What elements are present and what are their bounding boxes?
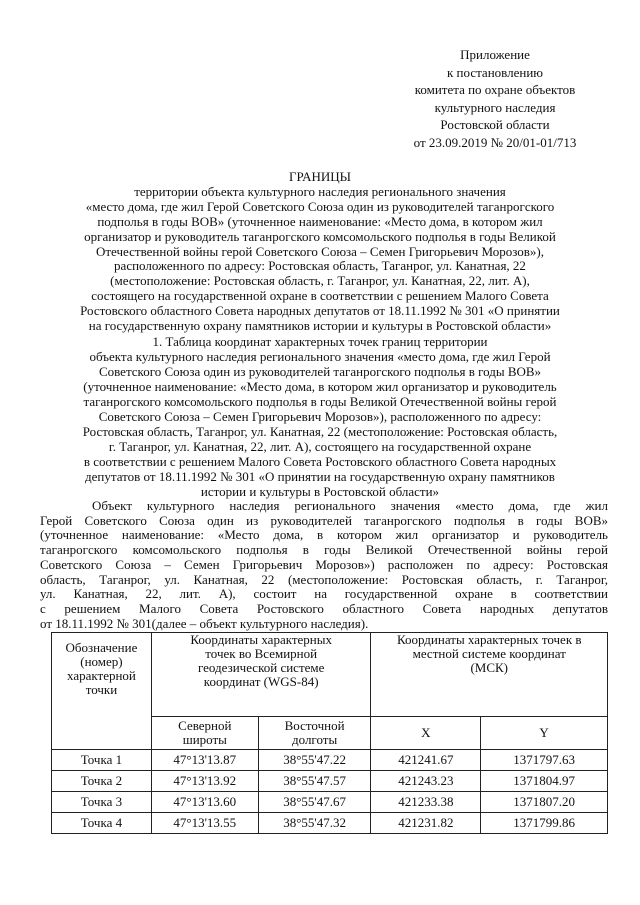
document-title-block xyxy=(40,170,600,334)
table-header-row xyxy=(52,633,608,717)
subheader-y: Y xyxy=(481,717,608,750)
cell-point: Точка 4 xyxy=(52,813,152,834)
paragraph-line: ул. Канатная, 22, лит. А), состоит на государственной охране в соответствии xyxy=(40,586,608,602)
paragraph-line: с решением Малого Совета Ростовского областного Совета народных депутатов xyxy=(40,600,608,616)
document-heading: ГРАНИЦЫ xyxy=(289,169,351,184)
section-line: (уточненное наименование: «Место дома, в котором жил организатор и руководитель xyxy=(83,379,557,394)
title-line: организатор и руководитель таганрогского комсомольского подполья в годы Великой xyxy=(84,228,556,244)
header-wgs84-coordinates: Координаты характерных точек во Всемирной геодезической системе координат (WGS-84) xyxy=(151,633,371,717)
appendix-line: Приложение xyxy=(460,47,530,62)
section-line: 1. Таблица координат характерных точек границ территории xyxy=(152,334,488,349)
title-line: на государственную охрану памятников истории и культуры в Ростовской области» xyxy=(88,318,552,334)
table-row xyxy=(52,771,608,792)
coordinates-table xyxy=(51,632,608,834)
appendix-line: комитета по охране объектов xyxy=(414,82,576,98)
section-line: истории и культуры в Ростовской области» xyxy=(200,484,440,499)
cell-north: 47°13'13.92 xyxy=(151,771,258,792)
title-line: территории объекта культурного наследия регионального значения xyxy=(134,183,506,199)
header-point-designation: Обозначение (номер) характерной точки xyxy=(52,633,152,750)
appendix-line: к постановлению xyxy=(446,64,544,80)
subheader-north-latitude: Северной широты xyxy=(151,717,258,750)
section-line: Советского Союза – Семен Григорьевич Морозов»), расположенного по адресу: xyxy=(98,409,542,424)
paragraph-line: Герой Советского Союза один из руководителей таганрогского подполья в годы ВОВ» xyxy=(40,512,608,528)
section-line: таганрогского комсомольского подполья в годы Великой Отечественной войны герой xyxy=(83,394,557,409)
cell-point: Точка 2 xyxy=(52,771,152,792)
appendix-line: культурного наследия xyxy=(434,99,556,115)
section-line: в соответствии с решением Малого Совета Ростовского областного Совета народных xyxy=(83,454,557,469)
header-msk-coordinates: Координаты характерных точек в местной системе координат (МСК) xyxy=(371,633,608,717)
cell-y: 1371799.86 xyxy=(481,813,608,834)
title-line: «место дома, где жил Герой Советского Союза один из руководителей таганрогского xyxy=(85,198,555,214)
cell-x: 421233.38 xyxy=(371,792,481,813)
cell-north: 47°13'13.87 xyxy=(151,750,258,771)
appendix-header xyxy=(380,46,610,152)
cell-point: Точка 3 xyxy=(52,792,152,813)
table-row xyxy=(52,750,608,771)
section-heading-block xyxy=(40,334,600,499)
title-line: расположенного по адресу: Ростовская область, Таганрог, ул. Канатная, 22 xyxy=(114,258,526,274)
title-line: Отечественной войны герой Советского Союза – Семен Григорьевич Морозов»), xyxy=(95,243,544,259)
cell-y: 1371797.63 xyxy=(481,750,608,771)
section-line: объекта культурного наследия регионального значения «место дома, где жил Герой xyxy=(89,349,551,364)
body-paragraph xyxy=(40,498,608,631)
appendix-line: Ростовской области xyxy=(440,117,550,133)
section-line: Ростовская область, Таганрог, ул. Канатная, 22 (местоположение: Ростовская область, xyxy=(82,424,558,439)
appendix-line: от 23.09.2019 № 20/01-01/713 xyxy=(413,134,577,150)
title-line: подполья в годы ВОВ» (уточненное наименование: «Место дома, в котором жил xyxy=(97,213,543,229)
paragraph-line: Советского Союза – Семен Григорьевич Морозов») расположен по адресу: Ростовская xyxy=(40,556,608,572)
title-line: (местоположение: Ростовская область, г. Таганрог, ул. Канатная, 22, лит. А), xyxy=(110,273,530,289)
cell-y: 1371804.97 xyxy=(481,771,608,792)
section-line: депутатов от 18.11.1992 № 301 «О принятии на государственную охрану памятников xyxy=(85,469,555,484)
title-line: состоящего на государственной охране в соответствии с решением Малого Совета xyxy=(91,288,549,304)
paragraph-line: (уточненное наименование: «Место дома, в котором жил организатор и руководитель xyxy=(40,527,608,543)
paragraph-line: таганрогского комсомольского подполья в годы Великой Отечественной войны герой xyxy=(40,542,608,558)
cell-east: 38°55'47.32 xyxy=(258,813,371,834)
paragraph-line: от 18.11.1992 № 301(далее – объект культурного наследия). xyxy=(40,615,369,631)
cell-point: Точка 1 xyxy=(52,750,152,771)
paragraph-line: Объект культурного наследия регионального значения «место дома, где жил xyxy=(92,498,608,513)
paragraph-line: область, Таганрог, ул. Канатная, 22 (местоположение: Ростовская область, г. Таганрог, xyxy=(40,571,608,587)
cell-x: 421243.23 xyxy=(371,771,481,792)
section-line: Советского Союза один из руководителей таганрогского подполья в годы ВОВ» xyxy=(98,364,542,379)
cell-x: 421241.67 xyxy=(371,750,481,771)
table-row xyxy=(52,813,608,834)
cell-x: 421231.82 xyxy=(371,813,481,834)
subheader-x: X xyxy=(371,717,481,750)
cell-east: 38°55'47.67 xyxy=(258,792,371,813)
cell-east: 38°55'47.22 xyxy=(258,750,371,771)
cell-east: 38°55'47.57 xyxy=(258,771,371,792)
table-row xyxy=(52,792,608,813)
cell-north: 47°13'13.60 xyxy=(151,792,258,813)
cell-north: 47°13'13.55 xyxy=(151,813,258,834)
title-line: Ростовского областного Совета народных депутатов от 18.11.1992 № 301 «О принятии xyxy=(80,303,560,319)
subheader-east-longitude: Восточной долготы xyxy=(258,717,371,750)
cell-y: 1371807.20 xyxy=(481,792,608,813)
section-line: г. Таганрог, ул. Канатная, 22, лит. А), состоящего на государственной охране xyxy=(108,439,532,454)
